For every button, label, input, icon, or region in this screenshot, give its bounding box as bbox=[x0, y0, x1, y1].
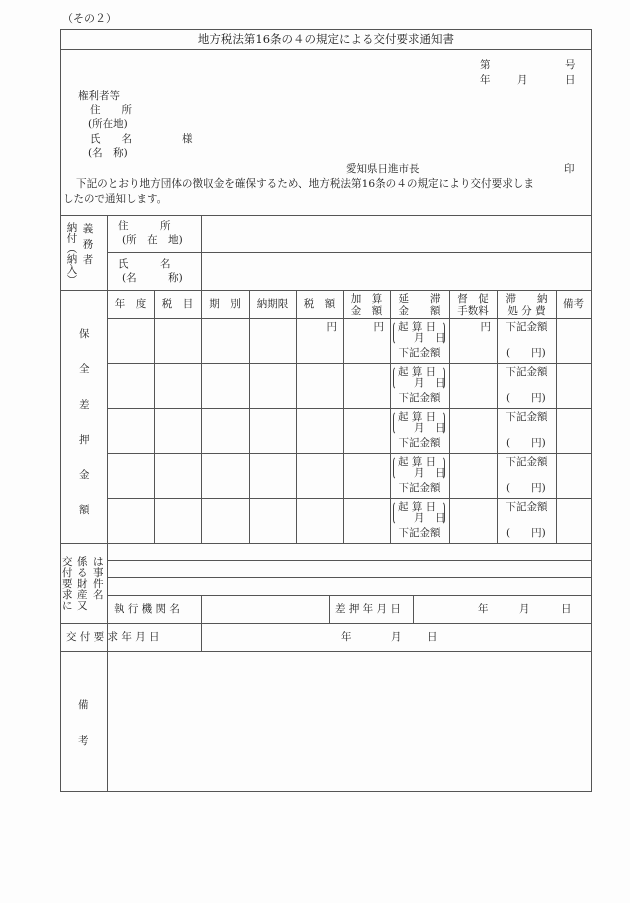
seizure-cell[interactable] bbox=[297, 454, 343, 498]
honorific: 様 bbox=[182, 133, 193, 145]
property-side-char: 財 bbox=[77, 578, 88, 590]
agency-label: 執 行 機 関 名 bbox=[114, 603, 180, 615]
month-day-label: 月 日 bbox=[414, 332, 446, 344]
seizure-cell[interactable] bbox=[250, 319, 296, 363]
taxpayer-side-text-1: 納付（納入） bbox=[65, 222, 78, 285]
taxpayer-address-sub: (所 在 地) bbox=[122, 234, 183, 246]
seizure-side-char: 金 bbox=[79, 469, 90, 481]
seizure-cell[interactable] bbox=[450, 409, 497, 453]
seizure-cell[interactable] bbox=[155, 499, 201, 543]
column-header: 金 額 bbox=[350, 305, 383, 317]
paren-yen-label: ( 円) bbox=[506, 392, 546, 404]
seizure-cell[interactable] bbox=[557, 409, 591, 453]
recipient-address-label: 住 所 bbox=[90, 104, 132, 116]
seizure-cell[interactable] bbox=[250, 499, 296, 543]
request-date-day: 日 bbox=[427, 631, 438, 643]
seizure-cell[interactable] bbox=[344, 499, 390, 543]
seizure-cell[interactable] bbox=[202, 364, 249, 408]
request-date-month: 月 bbox=[391, 631, 402, 643]
seizure-cell[interactable] bbox=[297, 364, 343, 408]
start-date-label: 起 算 日 bbox=[398, 501, 437, 513]
column-header: 督 促 bbox=[457, 293, 489, 305]
property-field-3[interactable] bbox=[108, 578, 591, 595]
below-amount-label: 下記金額 bbox=[505, 411, 548, 423]
seizure-cell[interactable] bbox=[450, 499, 497, 543]
column-header: 加 算 bbox=[350, 293, 383, 305]
column-header: 滞 納 bbox=[505, 293, 548, 305]
seizure-cell[interactable] bbox=[344, 364, 390, 408]
taxpayer-bottom bbox=[60, 290, 592, 291]
property-field-1[interactable] bbox=[108, 544, 591, 560]
seizure-side-char: 額 bbox=[79, 504, 90, 516]
month-day-label: 月 日 bbox=[414, 422, 446, 434]
seizure-date-day: 日 bbox=[561, 603, 572, 615]
paren-yen-label: ( 円) bbox=[506, 347, 546, 359]
column-header: 納期限 bbox=[256, 298, 289, 310]
paren-yen-label: ( 円) bbox=[506, 482, 546, 494]
taxpayer-side-text-2: 義務者 bbox=[81, 223, 94, 270]
seizure-cell[interactable] bbox=[344, 454, 390, 498]
column-header: 備考 bbox=[563, 298, 584, 310]
seizure-cell[interactable] bbox=[450, 364, 497, 408]
seizure-cell[interactable] bbox=[297, 409, 343, 453]
seizure-cell[interactable] bbox=[155, 319, 201, 363]
property-side-char: 交 bbox=[62, 556, 73, 568]
date-month: 月 bbox=[517, 74, 528, 86]
seizure-cell[interactable] bbox=[202, 319, 249, 363]
seizure-cell[interactable] bbox=[250, 364, 296, 408]
notice-body-line2: したので通知します。 bbox=[63, 193, 168, 205]
recipient-address-sub: (所在地) bbox=[88, 118, 128, 130]
recipient-name-label: 氏 名 bbox=[90, 133, 132, 145]
seizure-side-char: 差 bbox=[79, 399, 90, 411]
column-header: 金 額 bbox=[398, 305, 441, 317]
doc-number-suffix: 号 bbox=[565, 59, 576, 71]
request-date-label: 交 付 要 求 年 月 日 bbox=[66, 631, 160, 643]
month-day-label: 月 日 bbox=[414, 512, 446, 524]
remarks-field[interactable] bbox=[108, 652, 591, 791]
seizure-cell[interactable] bbox=[202, 454, 249, 498]
start-date-label: 起 算 日 bbox=[398, 321, 437, 333]
column-header: 年 度 bbox=[114, 298, 147, 310]
month-day-label: 月 日 bbox=[414, 377, 446, 389]
seizure-cell[interactable] bbox=[155, 409, 201, 453]
frame-top bbox=[60, 29, 592, 30]
taxpayer-name-sub: (名 称) bbox=[122, 272, 183, 284]
frame-left bbox=[60, 29, 61, 791]
paren-yen-label: ( 円) bbox=[506, 527, 546, 539]
below-amount-label: 下記金額 bbox=[398, 392, 441, 404]
property-side-char: 件 bbox=[93, 578, 104, 590]
seizure-cell[interactable] bbox=[557, 454, 591, 498]
below-amount-label: 下記金額 bbox=[398, 347, 441, 359]
frame-right bbox=[591, 29, 592, 791]
seizure-cell[interactable] bbox=[108, 364, 154, 408]
seizure-date-year: 年 bbox=[478, 603, 489, 615]
taxpayer-name-field[interactable] bbox=[202, 253, 591, 290]
spacer bbox=[107, 595, 108, 624]
column-header: 税 額 bbox=[303, 298, 336, 310]
taxpayer-address-field[interactable] bbox=[202, 216, 591, 252]
document-title: 地方税法第16条の４の規定による交付要求通知書 bbox=[197, 32, 455, 46]
seizure-cell[interactable] bbox=[297, 499, 343, 543]
property-side-char: 又 bbox=[77, 600, 88, 612]
paren-yen-label: ( 円) bbox=[506, 437, 546, 449]
start-date-label: 起 算 日 bbox=[398, 411, 437, 423]
seizure-date-label: 差 押 年 月 日 bbox=[335, 603, 401, 615]
seizure-cell[interactable] bbox=[250, 454, 296, 498]
property-side-char: 求 bbox=[62, 589, 73, 601]
property-side-char: 名 bbox=[93, 589, 104, 601]
seizure-side-char: 全 bbox=[79, 363, 90, 375]
seizure-cell[interactable] bbox=[344, 409, 390, 453]
seizure-cell[interactable] bbox=[108, 319, 154, 363]
seizure-cell[interactable] bbox=[108, 454, 154, 498]
column-header: 税 目 bbox=[161, 298, 194, 310]
remarks-label-1: 備 bbox=[78, 699, 89, 711]
yen-unit: 円 bbox=[326, 321, 337, 333]
column-header: 手数料 bbox=[457, 305, 489, 317]
title-divider bbox=[60, 49, 592, 50]
taxpayer-side-label-1 bbox=[64, 222, 78, 288]
property-side-char: 事 bbox=[93, 567, 104, 579]
seizure-side-char: 押 bbox=[79, 434, 90, 446]
column-header: 処 分 費 bbox=[507, 305, 546, 317]
notice-body-line1: 下記のとおり地方団体の徴収金を確保するため、地方税法第16条の４の規定により交付要求しま bbox=[76, 178, 534, 190]
seizure-cell[interactable] bbox=[557, 364, 591, 408]
rights-holder-label: 権利者等 bbox=[78, 90, 120, 102]
seizure-cell[interactable] bbox=[155, 454, 201, 498]
seizure-cell[interactable] bbox=[155, 364, 201, 408]
property-side-char: は bbox=[93, 556, 104, 568]
below-amount-label: 下記金額 bbox=[398, 482, 441, 494]
column-header: 期 別 bbox=[209, 298, 241, 310]
seizure-cell[interactable] bbox=[108, 409, 154, 453]
seal-mark: 印 bbox=[564, 163, 575, 175]
property-side-char: る bbox=[77, 567, 88, 579]
property-side-char: 付 bbox=[62, 567, 73, 579]
agency-field[interactable] bbox=[202, 596, 329, 623]
start-date-label: 起 算 日 bbox=[398, 366, 437, 378]
below-amount-label: 下記金額 bbox=[505, 501, 548, 513]
seizure-cell[interactable] bbox=[250, 409, 296, 453]
seizure-cell[interactable] bbox=[202, 409, 249, 453]
below-amount-label: 下記金額 bbox=[398, 437, 441, 449]
below-amount-label: 下記金額 bbox=[398, 527, 441, 539]
property-side-char: 要 bbox=[62, 578, 73, 590]
form-number: （その２） bbox=[62, 12, 117, 25]
taxpayer-address-label: 住 所 bbox=[118, 220, 171, 232]
recipient-name-sub: (名 称) bbox=[88, 147, 128, 159]
month-day-label: 月 日 bbox=[414, 467, 446, 479]
below-amount-label: 下記金額 bbox=[505, 321, 548, 333]
seizure-cell[interactable] bbox=[557, 319, 591, 363]
seizure-date-divider-left bbox=[329, 595, 330, 623]
frame-bottom bbox=[60, 791, 592, 792]
seizure-side-char: 保 bbox=[79, 328, 90, 340]
remarks-label-2: 考 bbox=[78, 735, 89, 747]
doc-number-prefix: 第 bbox=[480, 59, 491, 71]
yen-unit: 円 bbox=[480, 321, 491, 333]
issuer-name: 愛知県日進市長 bbox=[346, 163, 420, 175]
yen-unit: 円 bbox=[373, 321, 384, 333]
property-field-2[interactable] bbox=[108, 561, 591, 577]
seizure-cell[interactable] bbox=[108, 499, 154, 543]
seizure-cell[interactable] bbox=[557, 499, 591, 543]
property-side-char: に bbox=[62, 600, 73, 612]
below-amount-label: 下記金額 bbox=[505, 366, 548, 378]
seizure-date-month: 月 bbox=[519, 603, 530, 615]
request-date-year: 年 bbox=[341, 631, 352, 643]
below-amount-label: 下記金額 bbox=[505, 456, 548, 468]
start-date-label: 起 算 日 bbox=[398, 456, 437, 468]
date-day: 日 bbox=[565, 74, 576, 86]
seizure-cell[interactable] bbox=[202, 499, 249, 543]
property-side-char: 産 bbox=[77, 589, 88, 601]
taxpayer-name-label: 氏 名 bbox=[118, 258, 171, 270]
date-year: 年 bbox=[480, 74, 491, 86]
property-side-char: 係 bbox=[77, 556, 88, 568]
column-header: 延 滞 bbox=[398, 293, 441, 305]
taxpayer-side-label-2 bbox=[82, 223, 96, 272]
seizure-cell[interactable] bbox=[450, 454, 497, 498]
